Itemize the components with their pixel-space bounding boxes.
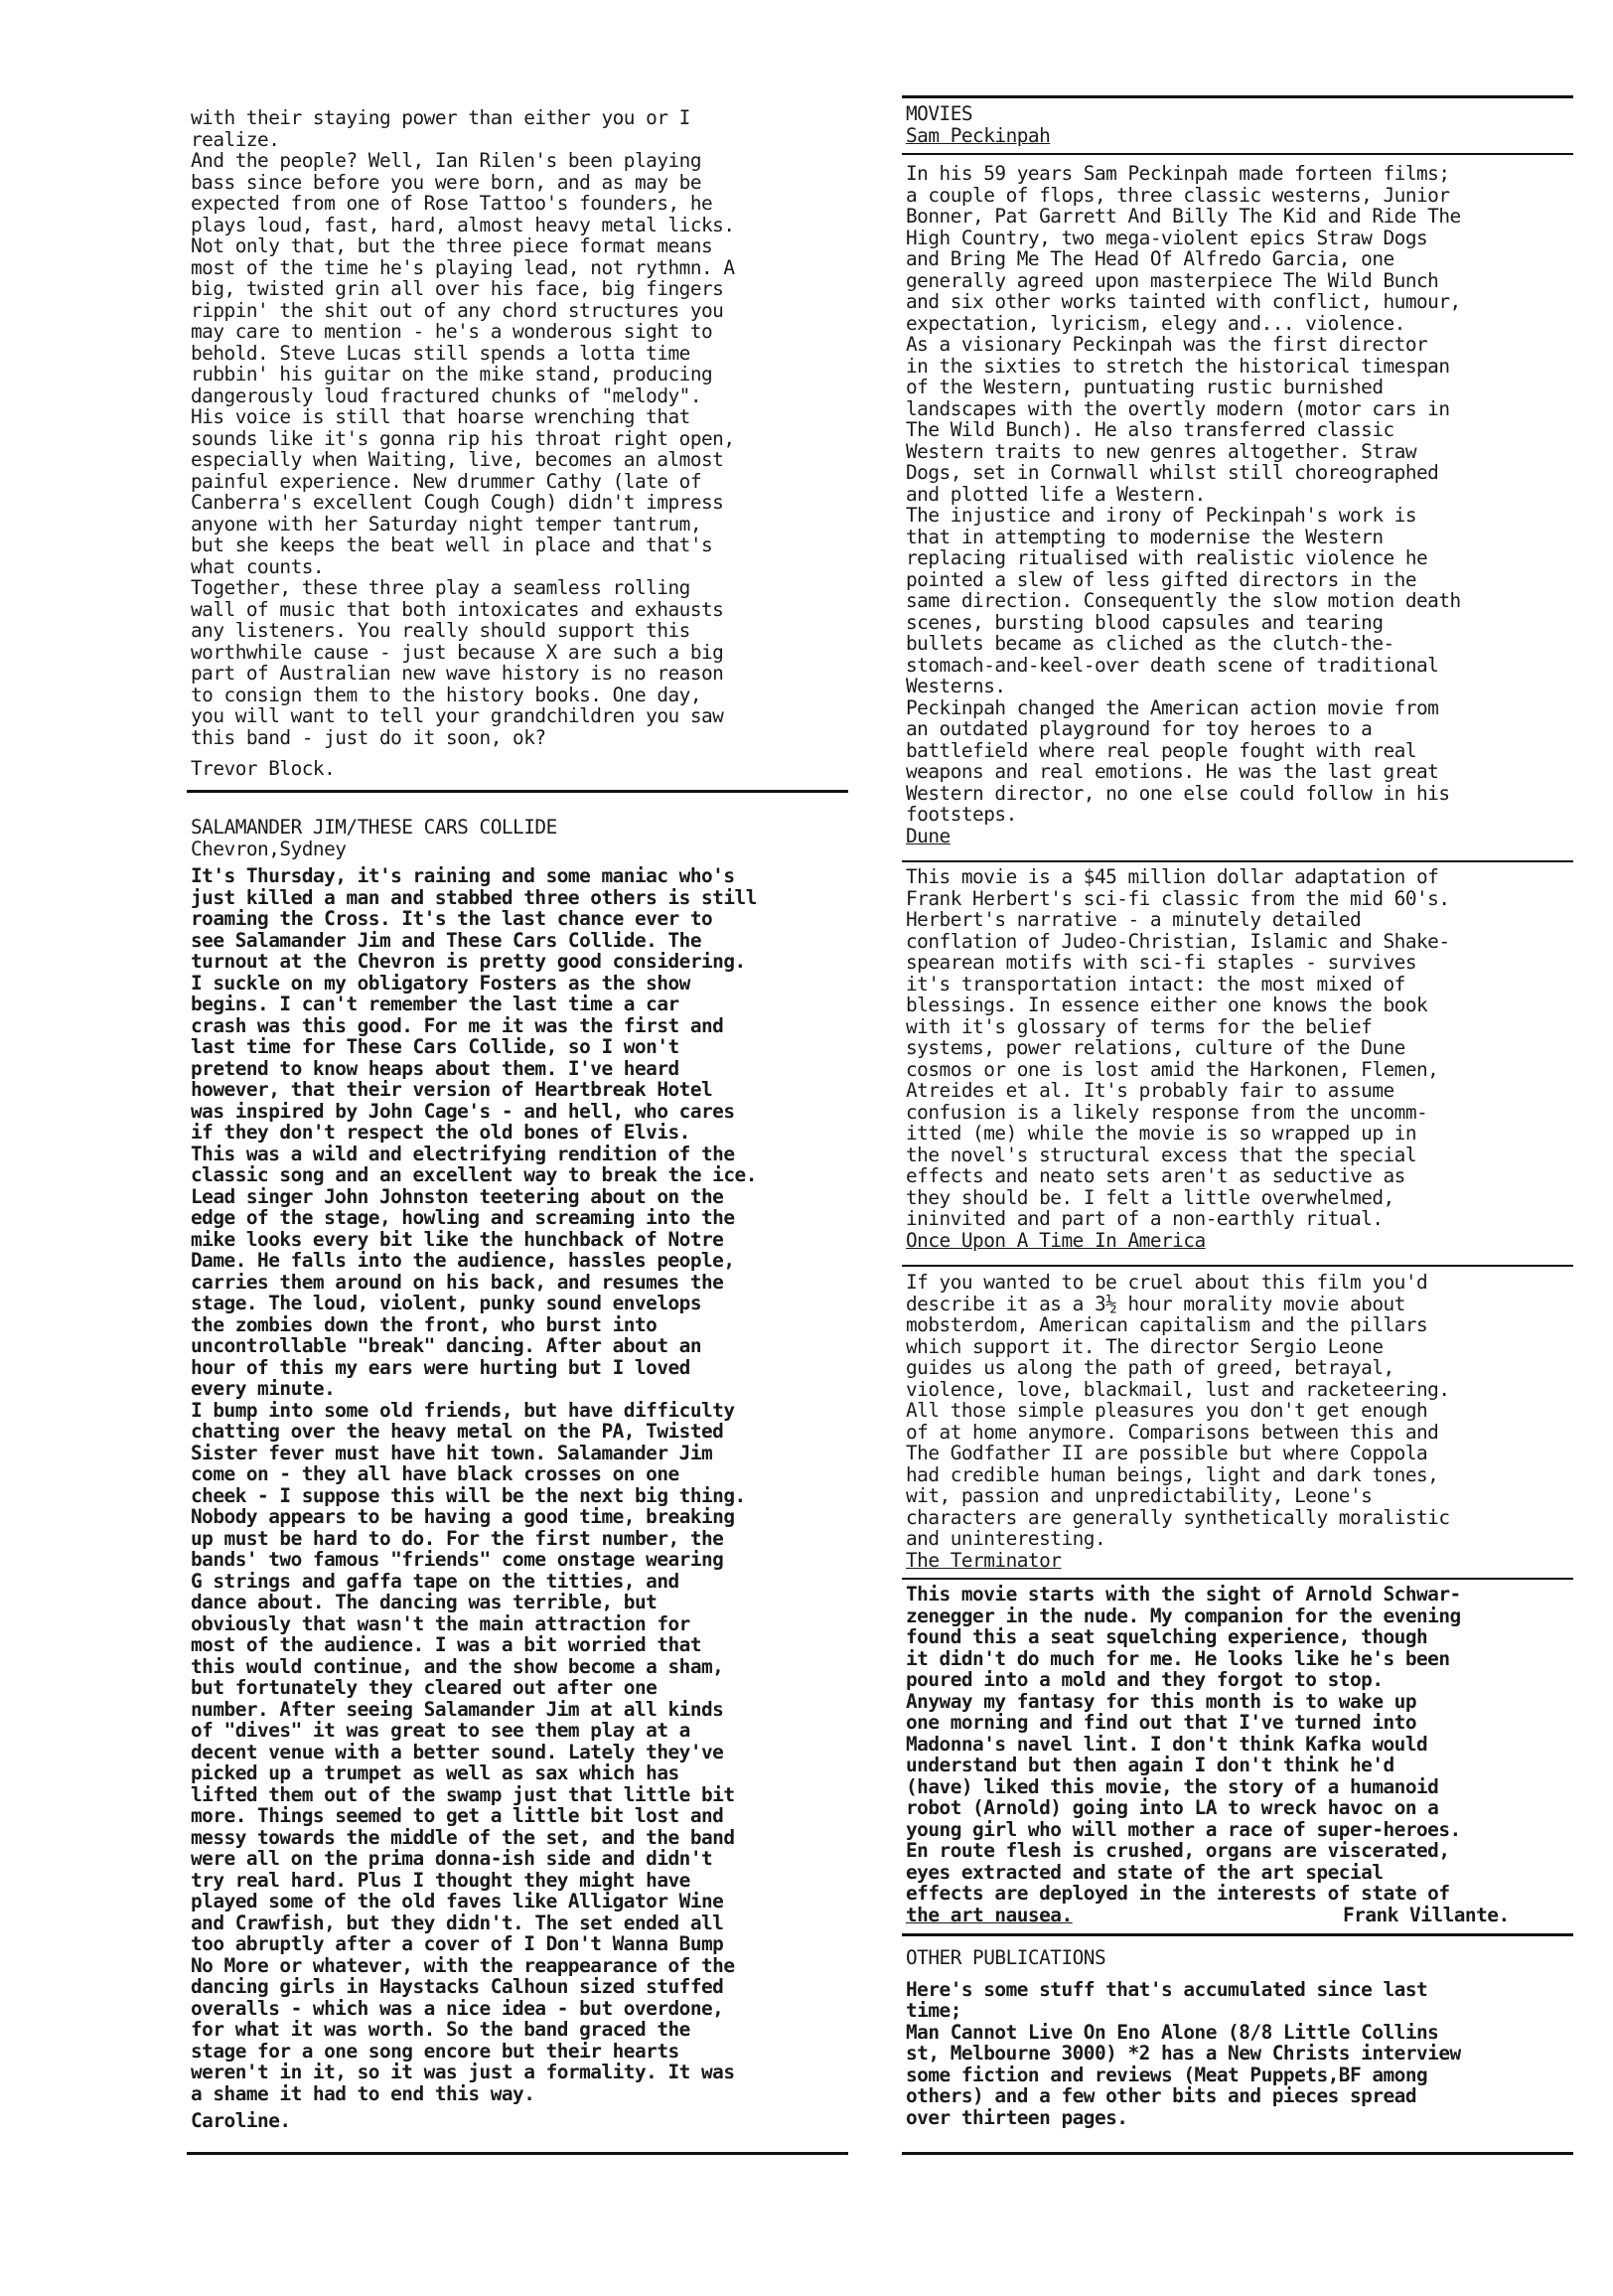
terminator-body — [906, 1584, 1593, 1905]
peckinpah-rule — [902, 153, 1573, 155]
salamander-title: SALAMANDER JIM/THESE CARS COLLIDE — [191, 816, 557, 839]
terminator-signature: Frank Villante. — [1343, 1903, 1510, 1926]
text-line: to consign them to the history books. One day, — [191, 683, 702, 706]
text-line: lifted them out of the swamp just that little bit — [191, 1782, 735, 1806]
salamander-body — [191, 865, 846, 2104]
text-line: And the people? Well, Ian Rilen's been playing — [191, 149, 702, 172]
text-line: mike looks every bit like the hunchback of Notre — [191, 1227, 724, 1251]
text-line: Not only that, but the three piece format means — [191, 234, 713, 257]
text-line: stomach-and-keel-over death scene of traditional — [906, 653, 1439, 677]
text-line: over thirteen pages. — [906, 2105, 1128, 2129]
text-line: replacing ritualised with realistic violence he — [906, 546, 1428, 569]
text-line: begins. I can't remember the last time a car — [191, 993, 679, 1015]
text-line: Anyway my fantasy for this month is to wake up — [906, 1689, 1417, 1713]
text-line: bands' two famous "friends" come onstage wearing — [191, 1548, 724, 1571]
text-line: found this a seat squelching experience, though — [906, 1625, 1428, 1648]
text-line: footsteps. — [906, 803, 1017, 826]
text-line: Canberra's excellent Cough Cough) didn't impress — [191, 491, 724, 514]
text-line: eyes extracted and state of the art special — [906, 1860, 1384, 1884]
peckinpah-body — [906, 163, 1593, 826]
text-line: some fiction and reviews (Meat Puppets,BF among — [906, 2063, 1428, 2086]
text-line: cheek - I suppose this will be the next big thing. — [191, 1483, 746, 1507]
text-line: blessings. In essence either one knows the book — [906, 994, 1428, 1016]
text-line: turnout at the Chevron is pretty good considering. — [191, 950, 746, 973]
text-line: stage. The loud, violent, punky sound envelops — [191, 1292, 702, 1314]
text-line: the novel's structural excess that the special — [906, 1143, 1417, 1166]
terminator-rule — [902, 1578, 1573, 1580]
text-line: most of the time he's playing lead, not rythmn. A — [191, 255, 735, 279]
other-publications-title: OTHER PUBLICATIONS — [906, 1946, 1106, 1969]
text-line: it didn't do much for me. He looks like he's been — [906, 1646, 1450, 1670]
text-line: I bump into some old friends, but have difficulty — [191, 1398, 735, 1422]
text-line: bass since before you were born, and as may be — [191, 170, 702, 194]
movies-section — [906, 103, 1593, 146]
text-line: All those simple pleasures you don't get enough — [906, 1399, 1428, 1422]
text-line: was inspired by John Cage's - and hell, who cares — [191, 1099, 735, 1123]
text-line: Western traits to new genres altogether. Straw — [906, 439, 1417, 463]
text-line: If you wanted to be cruel about this film you'd — [906, 1271, 1428, 1294]
text-line: however, that their version of Heartbreak Hotel — [191, 1078, 713, 1101]
text-line: High Country, two mega-violent epics Straw Dogs — [906, 226, 1428, 249]
text-line: and Bring Me The Head Of Alfredo Garcia, one — [906, 247, 1394, 270]
text-line: especially when Waiting, live, becomes an almost — [191, 448, 724, 471]
text-line: G strings and gaffa tape on the titties, and — [191, 1569, 679, 1593]
text-line: of the Western, puntuating rustic burnished — [906, 376, 1384, 398]
text-line: Nobody appears to be having a good time, breaking — [191, 1505, 735, 1528]
text-line: time; — [906, 1999, 961, 2022]
text-line: it's transportation intact: the most mixed of — [906, 972, 1405, 995]
text-line: they should be. I felt a little overwhelmed, — [906, 1185, 1394, 1209]
terminator-review — [906, 1584, 1593, 1925]
left-bottom-rule — [187, 2152, 848, 2155]
text-line: and uninteresting. — [906, 1527, 1106, 1550]
text-line: overalls - which was a nice idea - but overdone, — [191, 1996, 724, 2020]
text-line: expectation, lyricism, elegy and... violence. — [906, 311, 1405, 335]
text-line: effects and neato sets aren't as seductive as — [906, 1164, 1405, 1187]
text-line: Sister fever must have hit town. Salamander Jim — [191, 1441, 713, 1464]
text-line: painful experience. New drummer Cathy (late of — [191, 469, 702, 493]
text-line: Peckinpah changed the American action movie from — [906, 695, 1439, 719]
text-line: The injustice and irony of Peckinpah's work is — [906, 504, 1417, 527]
text-line: bullets became as cliched as the clutch-the- — [906, 632, 1394, 655]
movies-heading: MOVIES — [906, 102, 973, 125]
text-line: plays loud, fast, hard, almost heavy metal licks. — [191, 213, 735, 236]
text-line: number. After seeing Salamander Jim at all kinds — [191, 1697, 724, 1721]
text-line: most of the audience. I was a bit worried that — [191, 1633, 702, 1656]
text-line: guides us along the path of greed, betrayal, — [906, 1356, 1394, 1379]
text-line: with their staying power than either you or I — [191, 106, 690, 129]
text-line: the zombies down the front, who burst into — [191, 1312, 658, 1336]
america-rule — [902, 1265, 1573, 1267]
text-line: had credible human beings, light and dark tones, — [906, 1462, 1439, 1486]
x-review-body — [191, 107, 846, 748]
text-line: Dame. He falls into the audience, hassles people, — [191, 1249, 735, 1272]
text-line: wall of music that both intoxicates and exhausts — [191, 597, 724, 621]
text-line: and six other works tainted with conflict, humour, — [906, 290, 1461, 313]
text-line: scenes, bursting blood capsules and tearing — [906, 610, 1384, 634]
text-line: an outdated playground for toy heroes to a — [906, 717, 1373, 740]
text-line: big, twisted grin all over his face, big fingers — [191, 277, 724, 300]
text-line: landscapes with the overtly modern (motor cars in — [906, 396, 1450, 420]
text-line: what counts. — [191, 554, 325, 578]
text-line: pointed a slew of less gifted directors in the — [906, 567, 1417, 591]
text-line: Herbert's narrative - a minutely detailed — [906, 908, 1362, 931]
text-line: see Salamander Jim and These Cars Collide. The — [191, 928, 702, 952]
text-line: rubbin' his guitar on the mike stand, producing — [191, 363, 713, 385]
right-bottom-rule — [902, 2152, 1573, 2155]
text-line: This movie starts with the sight of Arnold Schwar- — [906, 1583, 1461, 1606]
text-line: This was a wild and electrifying rendition of the — [191, 1142, 735, 1165]
text-line: worthwhile cause - just because X are such a big — [191, 640, 724, 664]
text-line: This movie is a $45 million dollar adaptation of — [906, 865, 1439, 888]
dune-body — [906, 866, 1593, 1230]
text-line: which support it. The director Sergio Leone — [906, 1334, 1384, 1358]
text-line: zenegger in the nude. My companion for the evening — [906, 1604, 1461, 1627]
salamander-venue: Chevron,Sydney — [191, 837, 347, 860]
terminator-last-line: the art nausea. — [906, 1903, 1073, 1926]
text-line: that in attempting to modernise the Western — [906, 525, 1384, 548]
text-line: generally agreed upon masterpiece The Wild Bunch — [906, 268, 1439, 292]
text-line: expected from one of Rose Tattoo's founders, he — [191, 192, 713, 215]
text-line: every minute. — [191, 1377, 336, 1400]
text-line: one morning and find out that I've turned into — [906, 1711, 1417, 1734]
dune-title: Dune — [906, 824, 951, 847]
text-line: Western director, no one else could follow in his — [906, 781, 1450, 805]
text-line: sounds like it's gonna rip his throat right open, — [191, 426, 735, 450]
text-line: messy towards the middle of the set, and the band — [191, 1825, 735, 1849]
text-line: a couple of flops, three classic westerns, Junior — [906, 183, 1450, 207]
text-line: and Crawfish, but they didn't. The set ended all — [191, 1911, 724, 1934]
america-title: Once Upon A Time In America — [906, 1228, 1206, 1252]
text-line: roaming the Cross. It's the last chance ever to — [191, 907, 713, 930]
text-line: and plotted life a Western. — [906, 482, 1206, 506]
america-review — [906, 1272, 1593, 1571]
text-line: Man Cannot Live On Eno Alone (8/8 Little Collins — [906, 2020, 1439, 2044]
text-line: picked up a trumpet as well as sax which has — [191, 1761, 679, 1784]
text-line: Westerns. — [906, 675, 1006, 697]
text-line: dangerously loud fractured chunks of "melody". — [191, 383, 702, 407]
text-line: edge of the stage, howling and screaming into the — [191, 1206, 735, 1229]
right-top-rule — [902, 95, 1573, 98]
terminator-bottom-rule — [902, 1933, 1573, 1936]
text-line: you will want to tell your grandchildren you saw — [191, 704, 724, 727]
text-line: En route flesh is crushed, organs are viscerated, — [906, 1839, 1450, 1862]
text-line: violence, love, blackmail, lust and racketeering. — [906, 1377, 1450, 1401]
text-line: try real hard. Plus I thought they might have — [191, 1868, 690, 1892]
other-publications-body — [906, 1979, 1593, 2129]
text-line: Atreides et al. It's probably fair to assume — [906, 1079, 1394, 1102]
text-line: anyone with her Saturday night temper tantrum, — [191, 512, 702, 536]
text-line: Here's some stuff that's accumulated since last — [906, 1977, 1428, 2001]
dune-review — [906, 866, 1593, 1251]
text-line: if they don't respect the old bones of Elvis. — [191, 1121, 690, 1144]
other-publications — [906, 1947, 1593, 2128]
text-line: were all on the prima donna-ish side and didn't — [191, 1847, 713, 1870]
text-line: Dogs, set in Cornwall whilst still choreographed — [906, 461, 1439, 484]
text-line: others) and a few other bits and pieces spread — [906, 2084, 1417, 2107]
text-line: Madonna's navel lint. I don't think Kafka would — [906, 1732, 1428, 1756]
text-line: battlefield where real people fought with real — [906, 738, 1417, 762]
america-body — [906, 1272, 1593, 1550]
text-line: Frank Herbert's sci-fi classic from the mid 60's. — [906, 886, 1450, 910]
text-line: classic song and an excellent way to break the ice. — [191, 1163, 757, 1186]
text-line: understand but then again I don't think he'd — [906, 1754, 1394, 1776]
text-line: conflation of Judeo-Christian, Islamic and Shake- — [906, 929, 1450, 953]
text-line: Together, these three play a seamless rolling — [191, 576, 690, 599]
left-column — [191, 107, 846, 780]
text-line: realize. — [191, 127, 280, 151]
text-line: dancing girls in Haystacks Calhoun sized stuffed — [191, 1975, 724, 1998]
text-line: carries them around on his back, and resumes the — [191, 1270, 724, 1294]
text-line: this band - just do it soon, ok? — [191, 725, 546, 749]
text-line: Lead singer John Johnston teetering about on the — [191, 1184, 724, 1208]
text-line: more. Things seemed to get a little bit lost and — [191, 1804, 724, 1827]
text-line: (have) liked this movie, the story of a humanoid — [906, 1774, 1439, 1798]
text-line: but fortunately they cleared out after one — [191, 1676, 658, 1699]
left-divider-rule — [187, 790, 848, 793]
text-line: any listeners. You really should support this — [191, 619, 690, 642]
salamander-signature: Caroline. — [191, 2109, 291, 2132]
text-line: st, Melbourne 3000) *2 has a New Christs interview — [906, 2042, 1461, 2065]
text-line: just killed a man and stabbed three others is still — [191, 885, 757, 909]
text-line: mobsterdom, American capitalism and the pillars — [906, 1313, 1428, 1336]
text-line: decent venue with a better sound. Lately they've — [191, 1740, 724, 1763]
text-line: too abruptly after a cover of I Don't Wanna Bump — [191, 1932, 724, 1955]
text-line: effects are deployed in the interests of state of — [906, 1882, 1450, 1905]
text-line: obviously that wasn't the main attraction for — [191, 1611, 690, 1635]
text-line: characters are generally synthetically moralistic — [906, 1505, 1450, 1529]
text-line: wit, passion and unpredictability, Leone's — [906, 1484, 1373, 1507]
dune-rule — [902, 860, 1573, 862]
text-line: The Wild Bunch). He also transferred classic — [906, 418, 1394, 441]
text-line: spearean motifs with sci-fi staples - survives — [906, 951, 1417, 974]
text-line: As a visionary Peckinpah was the first director — [906, 333, 1428, 356]
text-line: ininvited and part of a non-earthly ritual. — [906, 1207, 1384, 1230]
text-line: robot (Arnold) going into LA to wreck havoc on a — [906, 1796, 1439, 1819]
text-line: confusion is a likely response from the uncomm- — [906, 1100, 1428, 1124]
text-line: but she keeps the beat well in place and that's — [191, 534, 713, 556]
text-line: dance about. The dancing was terrible, but — [191, 1591, 658, 1613]
text-line: weapons and real emotions. He was the last great — [906, 760, 1439, 783]
text-line: hour of this my ears were hurting but I loved — [191, 1355, 690, 1379]
text-line: a shame it had to end this way. — [191, 2081, 535, 2105]
x-review-signature: Trevor Block. — [191, 757, 336, 780]
text-line: Bonner, Pat Garrett And Billy The Kid and Ride The — [906, 205, 1461, 228]
text-line: behold. Steve Lucas still spends a lotta time — [191, 341, 690, 365]
text-line: chatting over the heavy metal on the PA, Twisted — [191, 1420, 724, 1443]
text-line: last time for These Cars Collide, so I won't — [191, 1035, 679, 1058]
text-line: part of Australian new wave history is no reason — [191, 662, 724, 685]
text-line: I suckle on my obligatory Fosters as the show — [191, 971, 690, 995]
text-line: His voice is still that hoarse wrenching that — [191, 405, 690, 428]
salamander-review — [191, 817, 846, 2132]
text-line: of at home anymore. Comparisons between this and — [906, 1420, 1439, 1444]
text-line: rippin' the shit out of any chord structures you — [191, 298, 724, 322]
peckinpah-review — [906, 163, 1593, 846]
text-line: itted (me) while the movie is so wrapped up in — [906, 1122, 1417, 1145]
text-line: young girl who will mother a race of super-heroes. — [906, 1817, 1461, 1841]
text-line: weren't in it, so it was just a formality. It was — [191, 2061, 735, 2083]
text-line: of "dives" it was great to see them play at a — [191, 1719, 690, 1742]
text-line: crash was this good. For me it was the first and — [191, 1013, 724, 1037]
text-line: up must be hard to do. For the first number, the — [191, 1526, 724, 1550]
text-line: No More or whatever, with the reappearance of the — [191, 1953, 735, 1977]
peckinpah-title: Sam Peckinpah — [906, 123, 1051, 147]
terminator-title: The Terminator — [906, 1548, 1062, 1572]
text-line: systems, power relations, culture of the Dune — [906, 1036, 1405, 1059]
text-line: uncontrollable "break" dancing. After about an — [191, 1334, 702, 1357]
text-line: stage for a one song encore but their hearts — [191, 2039, 679, 2063]
text-line: In his 59 years Sam Peckinpah made forteen films; — [906, 162, 1450, 185]
text-line: played some of the old faves like Alligator Wine — [191, 1890, 724, 1913]
text-line: pretend to know heaps about them. I've heard — [191, 1056, 679, 1080]
text-line: this would continue, and the show become a sham, — [191, 1654, 724, 1678]
text-line: for what it was worth. So the band graced the — [191, 2018, 690, 2041]
text-line: The Godfather II are possible but where Coppola — [906, 1442, 1428, 1464]
text-line: come on - they all have black crosses on one — [191, 1462, 679, 1485]
text-line: in the sixties to stretch the historical timespan — [906, 354, 1450, 378]
text-line: same direction. Consequently the slow motion death — [906, 589, 1461, 612]
text-line: with it's glossary of terms for the belief — [906, 1014, 1373, 1038]
text-line: poured into a mold and they forgot to stop. — [906, 1668, 1384, 1691]
text-line: describe it as a 3½ hour morality movie about — [906, 1292, 1405, 1315]
text-line: cosmos or one is lost amid the Harkonen, Flemen, — [906, 1057, 1439, 1081]
text-line: may care to mention - he's a wonderous sight to — [191, 320, 713, 343]
text-line: It's Thursday, it's raining and some maniac who's — [191, 864, 735, 887]
